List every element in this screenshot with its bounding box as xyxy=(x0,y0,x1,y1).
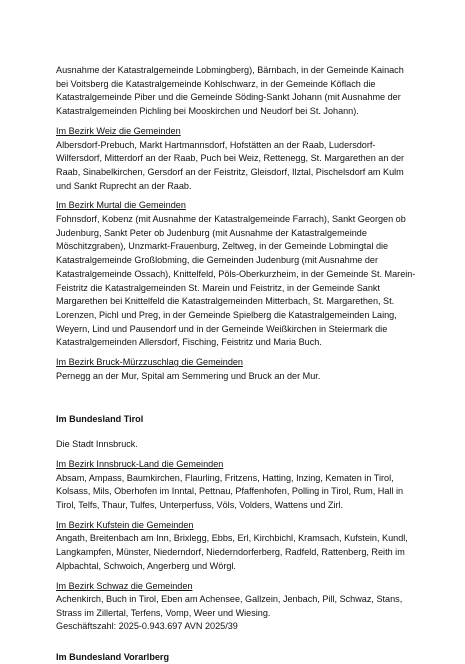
weiz-text: Albersdorf-Prebuch, Markt Hartmannsdorf, Hofstätten an der Raab, Ludersdorf-Wilfersdorf, Mitterdorf an der Raab, Puch bei Weiz, Rettenegg, St. Margarethen an der Raab, Sinabelkirchen, Gersdorf an der Feistritz, Gleisdorf, Ilztal, Pischelsdorf am Kulm und Sankt Ruprecht an der Raab. xyxy=(56,139,405,191)
kufstein-heading: Im Bezirk Kufstein die Gemeinden xyxy=(56,519,194,530)
schwaz-text: Achenkirch, Buch in Tirol, Eben am Achensee, Gallzein, Jenbach, Pill, Schwaz, Stans, Strass im Zillertal, Terfens, Vomp, Weer und Wiesing. xyxy=(56,594,403,618)
innsbruck-land-text: Absam, Ampass, Baumkirchen, Flaurling, Fritzens, Hatting, Inzing, Kematen in Tirol, Kolsass, Mils, Oberhofen im Inntal, Pettnau, Pfaffenhofen, Polling in Tirol, Rum, Hall in Tirol, Telfs, Thaur, Tulfes, Unterperfuss, Völs, Volders, Wattens und Zirl. xyxy=(56,472,404,510)
footer-reference: Geschäftszahl: 2025-0.943.697 AVN 2025/39 xyxy=(56,621,238,631)
kufstein-text: Angath, Breitenbach am Inn, Brixlegg, Ebbs, Erl, Kirchbichl, Kramsach, Kufstein, Kundl, Langkampfen, Münster, Niederndorf, Niederndorferberg, Radfeld, Rattenberg, Reith im Alpbachtal, Schwoich, Angerberg und Wörgl. xyxy=(56,533,408,571)
murtal-text: Fohnsdorf, Kobenz (mit Ausnahme der Katastralgemeinde Farrach), Sankt Georgen ob Judenburg, Sankt Peter ob Judenburg (mit Ausnahme der Katastralgemeinde Möschitzgraben), Unzmarkt-Frauenburg, Zeltweg, in der Gemeinde Lobmingtal die Katastralgemeinde Großlobming, die Gemeinden Judenburg (mit Ausnahme der Katastralgemeinde Ossach), Knittelfeld, Pöls-Oberkurzheim, in der Gemeinde St. Marein-Feistritz die Katastralgemeinden St. Marein und Feistritz, in der Gemeinde Sankt Margarethen bei Knittelfeld die Katastralgemeinden Mitterbach, St. Margarethen, St. Lorenzen, Pichl und Preg, in der Gemeinde Spielberg die Katastralgemeinden Laing, Weyern, Lind und Pausendorf und in der Gemeinde Weißkirchen in Steiermark die Katastralgemeinden Allersdorf, Fisching, Feistritz und Maria Buch. xyxy=(56,214,416,348)
document-body xyxy=(56,64,416,664)
tirol-intro: Die Stadt Innsbruck. xyxy=(56,439,138,450)
tirol-heading: Im Bundesland Tirol xyxy=(56,414,144,425)
bruck-text: Pernegg an der Mur, Spital am Semmering und Bruck an der Mur. xyxy=(56,370,321,381)
intro-paragraph: Ausnahme der Katastralgemeinde Lobmingberg), Bärnbach, in der Gemeinde Kainach bei Voitsberg die Katastralgemeinde Kohlschwarz, in der Gemeinde Köflach die Katastralgemeinde Piber und die Gemeinde Söding-Sankt Johann (mit Ausnahme der Katastralgemeinden Pichling bei Mooskirchen und Neudorf bei St. Johann). xyxy=(56,65,404,117)
bruck-heading: Im Bezirk Bruck-Mürzzuschlag die Gemeinden xyxy=(56,357,243,368)
schwaz-heading: Im Bezirk Schwaz die Gemeinden xyxy=(56,580,193,591)
murtal-heading: Im Bezirk Murtal die Gemeinden xyxy=(56,200,186,211)
innsbruck-land-heading: Im Bezirk Innsbruck-Land die Gemeinden xyxy=(56,458,224,469)
weiz-heading: Im Bezirk Weiz die Gemeinden xyxy=(56,125,181,136)
vorarlberg-heading: Im Bundesland Vorarlberg xyxy=(56,651,170,662)
